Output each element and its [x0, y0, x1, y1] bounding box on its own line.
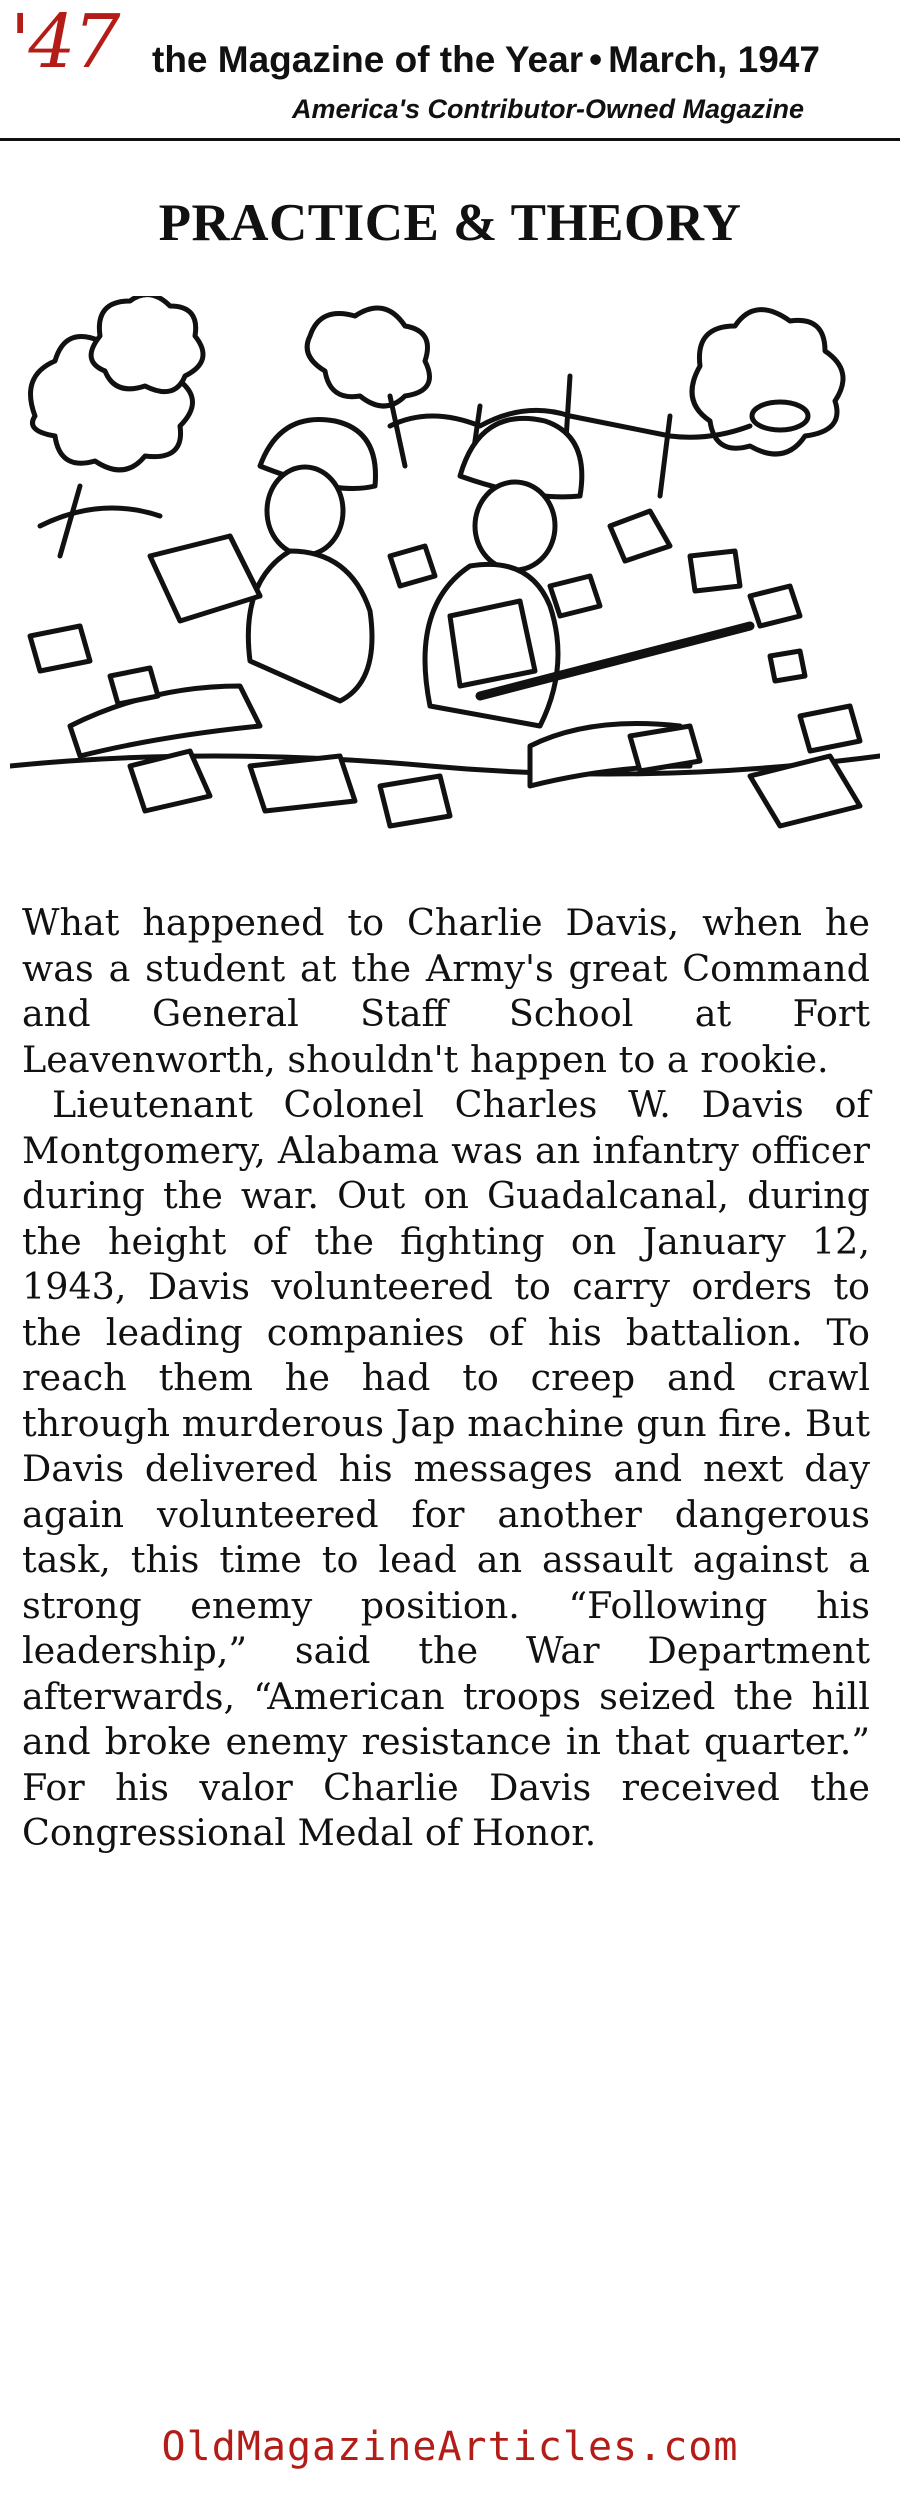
masthead-title — [152, 40, 890, 80]
footer-brand: OldMagazineArticles.com — [161, 2424, 739, 2470]
bullet-separator: • — [589, 39, 603, 80]
issue-date: March, 1947 — [608, 39, 820, 80]
magazine-tagline: the Magazine of the Year — [152, 39, 584, 80]
soldiers-reading-books-icon — [10, 296, 880, 856]
article-body — [22, 900, 870, 1856]
article-paragraph: Lieutenant Colonel Charles W. Davis of Montgomery, Alabama was an infantry officer during the war. Out on Guadalcanal, during the height of the fighting on January 12, 1943, Davis volunteered to carry orders to the leading companies of his battalion. To reach them he had to creep and crawl through murderous Jap machine gun fire. But Davis delivered his messages and next day again volunteered for another dangerous task, this time to lead an assault against a strong enemy position. “Following his leadership,” said the War Department afterwards, “American troops seized the hill and broke enemy resistance in that quarter.” For his valor Charlie Davis received the Congressional Medal of Honor. — [22, 1083, 870, 1854]
masthead-subtitle: America's Contributor-Owned Magazine — [292, 94, 804, 124]
magazine-logo: '47 — [10, 0, 119, 85]
masthead — [0, 0, 900, 140]
article-paragraph: What happened to Charlie Davis, when he was a student at the Army's great Command and General Staff School at Fort Leavenworth, shouldn't happen to a rookie. — [22, 901, 870, 1081]
article-headline: PRACTICE & THEORY — [158, 194, 742, 252]
masthead-divider — [0, 138, 900, 141]
